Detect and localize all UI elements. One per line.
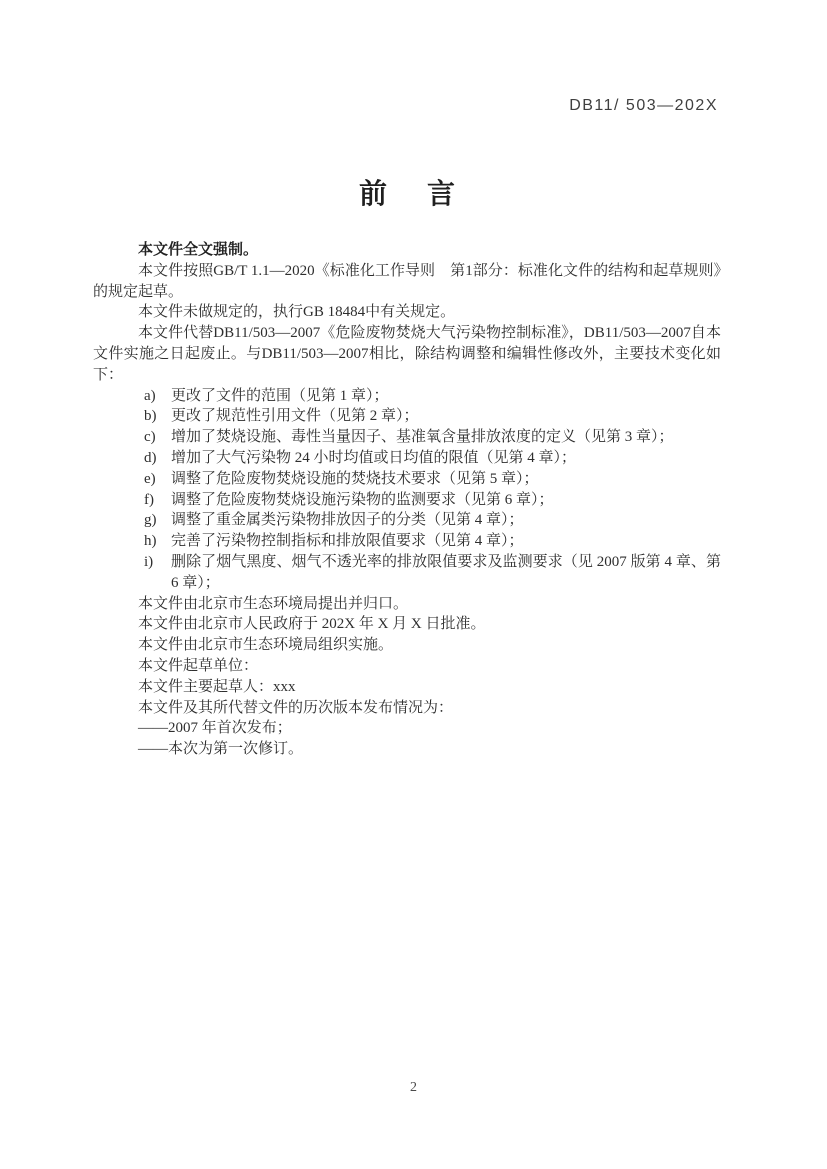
change-item-text: 调整了危险废物焚烧设施的焚烧技术要求（见第 5 章）； [171,470,539,487]
closing-paragraph: 本文件主要起草人：xxx [138,678,296,695]
change-item [93,490,721,511]
change-item [93,531,721,552]
closing-paragraph: 本文件由北京市生态环境局提出并归口。 [138,595,409,612]
change-item-text: 更改了规范性引用文件（见第 2 章）； [171,408,419,425]
change-item [93,427,721,448]
change-item-text: 调整了重金属类污染物排放因子的分类（见第 4 章）； [171,512,524,529]
page-number: 2 [410,1080,417,1095]
change-item [93,510,721,531]
change-item [93,448,721,469]
closing-paragraph: 本文件由北京市人民政府于 202X 年 X 月 X 日批准。 [138,616,486,633]
change-item-text: 增加了焚烧设施、毒性当量因子、基准氧含量排放浓度的定义（见第 3 章）； [171,429,674,446]
closing-paragraph: 本文件及其所代替文件的历次版本发布情况为： [138,699,454,716]
change-item-marker: d) [144,449,157,466]
change-item [93,406,721,427]
closing-paragraph: ——2007 年首次发布； [138,720,292,737]
change-item-marker: f) [144,491,154,508]
change-item-marker: b) [144,408,157,425]
closing-paragraph: ——本次为第一次修订。 [138,741,304,758]
change-item-text: 完善了污染物控制指标和排放限值要求（见第 4 章）； [171,533,524,550]
change-item-text: 调整了危险废物焚烧设施污染物的监测要求（见第 6 章）； [171,491,554,508]
intro-paragraphs [93,261,721,386]
intro-paragraph: 本文件按照GB/T 1.1—2020《标准化工作导则 第1部分：标准化文件的结构和起草规则》的规定起草。 [93,262,721,300]
mandatory-statement: 本文件全文强制。 [138,241,259,258]
page-title: 前 言 [358,178,461,209]
intro-paragraph: 本文件未做规定的，执行GB 18484中有关规定。 [138,304,456,321]
change-item-marker: h) [144,533,157,550]
closing-paragraphs [93,594,721,760]
change-item [93,386,721,407]
closing-paragraph: 本文件起草单位： [138,657,259,674]
change-item-marker: g) [144,512,157,529]
intro-paragraph: 本文件代替DB11/503—2007《危险废物焚烧大气污染物控制标准》，DB11/503—2007自本文件实施之日起废止。与DB11/503—2007相比，除结构调整和编辑性修改外，主要技术变化如下： [93,325,721,383]
change-item-marker: c) [144,429,156,446]
change-item-marker: a) [144,387,156,404]
change-item-text: 删除了烟气黑度、烟气不透光率的排放限值要求及监测要求（见 2007 版第 4 章、第 6 章）； [171,553,721,591]
changes-list [93,386,721,594]
change-item-marker: e) [144,470,156,487]
change-item [93,552,721,594]
doc-number-header: DB11/ 503—202X [569,97,718,114]
change-item [93,469,721,490]
closing-paragraph: 本文件由北京市生态环境局组织实施。 [138,637,394,654]
foreword-content [93,176,721,760]
change-item-text: 更改了文件的范围（见第 1 章）； [171,387,389,404]
change-item-marker: i) [144,553,154,570]
change-item-text: 增加了大气污染物 24 小时均值或日均值的限值（见第 4 章）； [171,449,577,466]
